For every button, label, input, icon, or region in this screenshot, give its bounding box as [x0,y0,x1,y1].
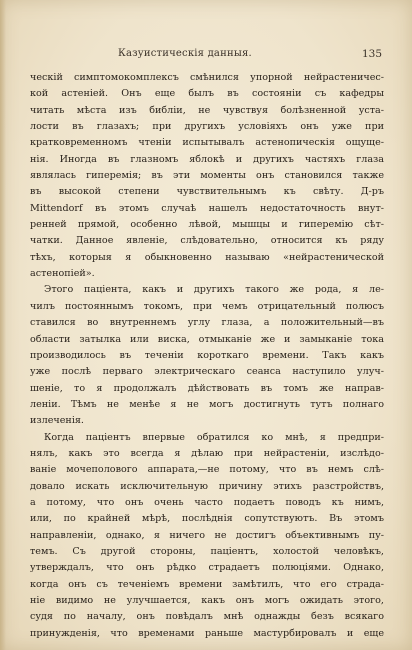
text-line: темъ. Съ другой стороны, паціентъ, холостой человѣкъ, [30,545,384,557]
text-line: нія. Иногда въ глазномъ яблокѣ и другихъ частяхъ глаза [30,153,384,165]
text-line: нялъ, какъ это всегда я дѣлаю при нейрастеніи, изслѣдо- [30,447,384,459]
text-line: ческій симптомокомплексъ смѣнился упорной нейрастеничес- [30,72,384,83]
running-title: Казуистическія данныя. [118,48,252,59]
text-line: когда онъ съ теченіемъ времени замѣтилъ, что его страда- [30,578,384,590]
text-line: ніе видимо не улучшается, какъ онъ могъ ожидать этого, [30,595,384,606]
text-line: излеченія. [30,415,84,427]
page-header [0,48,412,64]
text-line: шеніе, то я продолжалъ дѣйствовать въ томъ же направ- [30,382,384,394]
text-line: производилось въ теченіи короткаго времени. Такъ какъ [30,349,384,361]
text-line: чатки. Данное явленіе, слѣдовательно, относится къ ряду [30,235,384,247]
text-line: тѣхъ, которыя я обыкновенно называю «нейрастенической [30,251,384,263]
text-line: уже послѣ перваго электрическаго сеанса наступило улуч- [30,366,384,378]
text-line: Когда паціентъ впервые обратился ко мнѣ, я предпри- [44,431,384,443]
text-line: ваніе мочеполового аппарата,—не потому, что въ немъ слѣ- [30,464,384,476]
text-line: кой астеніей. Онъ еще былъ въ состояніи съ кафедры [30,88,384,100]
text-line: или, по крайней мѣрѣ, послѣднія сопутствуютъ. Въ этомъ [30,513,384,525]
text-line: принужденія, что временами раньше мастурбировалъ и еще [30,627,384,639]
page-edge-shadow [0,0,6,650]
text-line: довало искать исключительную причину этихъ разстройствъ, [30,480,384,492]
text-line: астенопіей». [30,268,95,280]
text-line: кратковременномъ чтеніи испытывалъ астенопическія ощуще- [30,137,384,149]
text-line: являлась гиперемія; въ эти моменты онъ становился также [30,170,384,182]
text-line: леніи. Тѣмъ не менѣе я не могъ достигнуть тутъ полнаго [30,398,384,410]
text-line: въ высокой степени чувствительнымъ къ свѣту. Д-ръ [30,186,384,198]
text-line: судя по началу, онъ повѣдалъ мнѣ однажды безъ всякаго [30,611,384,623]
text-line: читать мѣста изъ библіи, не чувствуя болѣзненной уста- [30,104,384,116]
text-line: Mittendorf въ этомъ случаѣ нашелъ недостаточность внут- [30,202,384,214]
text-line: чилъ постояннымъ токомъ, при чемъ отрицательный полюсъ [30,300,384,312]
text-line: а потому, что онъ очень часто подаетъ поводъ къ нимъ, [30,496,384,508]
text-line: направленіи, однако, я ничего не достигъ объективнымъ пу- [30,529,384,541]
text-line: лости въ глазахъ; при другихъ условіяхъ онъ уже при [30,121,384,133]
text-line: области затылка или виска, отмыканіе же и замыканіе тока [30,333,384,345]
text-line: ставился во внутреннемъ углу глаза, а положительный—въ [30,317,384,329]
text-line: ренней прямой, особенно лѣвой, мышцы и гиперемію сѣт- [30,219,384,231]
page-number: 135 [361,48,382,60]
text-line: Этого паціента, какъ и другихъ такого же рода, я ле- [44,284,384,296]
body-text [30,70,384,642]
text-line: утверждалъ, что онъ рѣдко страдаетъ полюціями. Однако, [30,562,384,574]
